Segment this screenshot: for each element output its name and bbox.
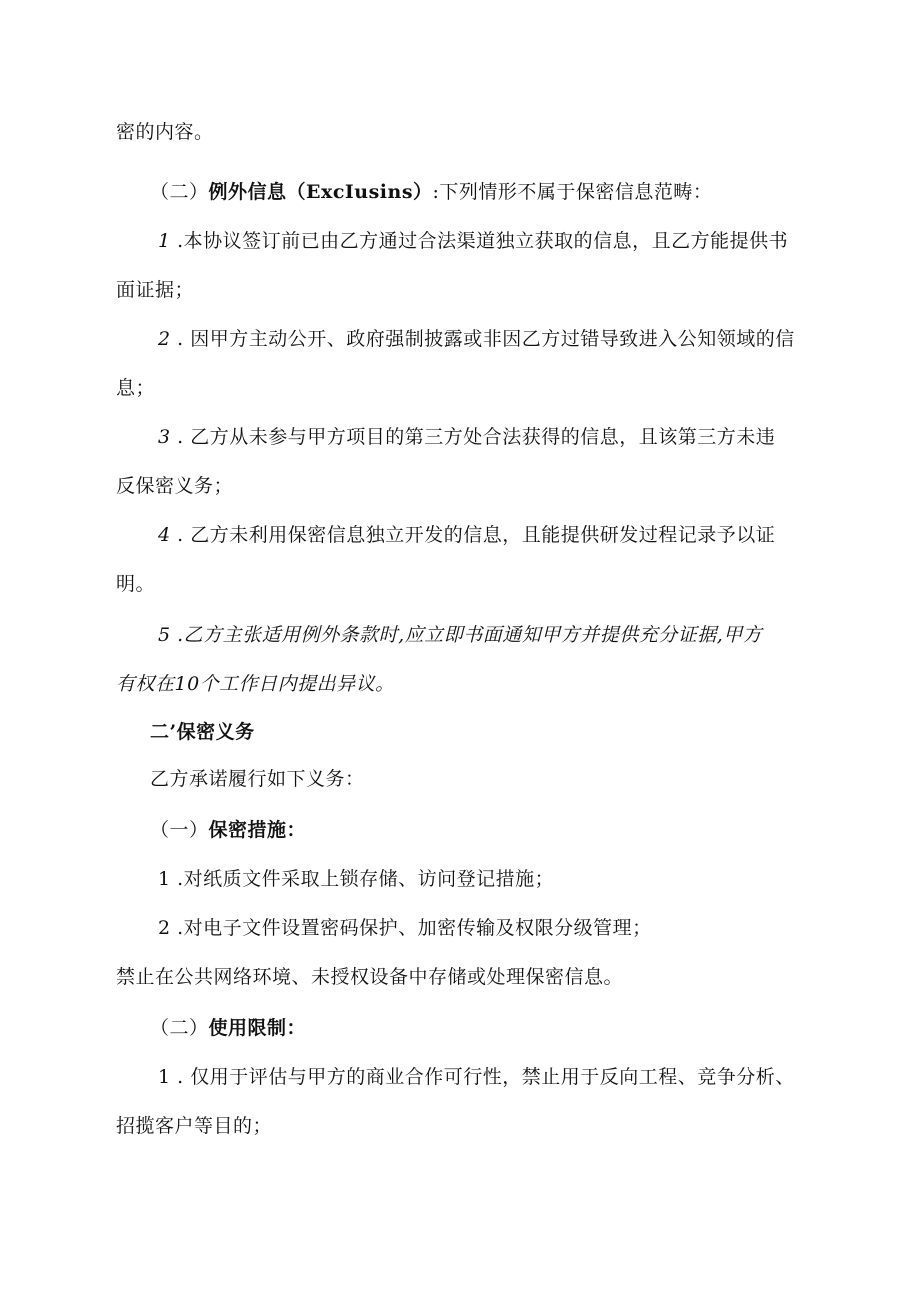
exclusion-item-3-cont xyxy=(116,474,233,498)
text-line: 明。 xyxy=(116,573,156,595)
usage-item-1 xyxy=(158,1065,795,1089)
text-line: 息； xyxy=(116,377,156,399)
item-number: 3 xyxy=(158,426,171,448)
section-title: 二’保密义务 xyxy=(150,721,255,743)
heading-title: 保密措施： xyxy=(208,819,307,841)
heading-title: 例外信息（ExcIusins） xyxy=(208,181,433,203)
heading-number: （二） xyxy=(150,1017,209,1039)
exclusion-item-3 xyxy=(158,425,775,449)
item-number: 1 xyxy=(158,230,171,252)
paragraph-continuation xyxy=(116,120,214,144)
item-text: 1 . 仅用于评估与甲方的商业合作可行性，禁止用于反向工程、竞争分析、 xyxy=(158,1066,795,1088)
measures-item-1 xyxy=(158,867,554,891)
text-line: 面证据； xyxy=(116,279,195,301)
heading-number: （二） xyxy=(150,181,209,203)
item-number: 4 xyxy=(158,524,171,546)
item-text: . 乙方从未参与甲方项目的第三方处合法获得的信息，且该第三方未违 xyxy=(170,426,776,448)
item-text: 1 .对纸质文件采取上锁存储、访问登记措施； xyxy=(158,868,555,890)
text-line: 招揽客户等目的； xyxy=(116,1115,273,1137)
exclusion-item-1-cont xyxy=(116,278,194,302)
item-text: 5 .乙方主张适用例外条款时,应立即书面通知甲方并提供充分证据,甲方 xyxy=(158,624,763,646)
usage-item-1-cont xyxy=(116,1114,272,1138)
text-line: 密的内容。 xyxy=(116,121,214,143)
exclusion-item-2-cont xyxy=(116,376,155,400)
item-text: . 因甲方主动公开、政府强制披露或非因乙方过错导致进入公知领域的信 xyxy=(170,328,795,350)
item-text: 2 .对电子文件设置密码保护、加密传输及权限分级管理； xyxy=(158,917,652,939)
heading-number: （一） xyxy=(150,819,209,841)
heading-text: :下列情形不属于保密信息范畴： xyxy=(432,181,713,203)
heading-title: 使用限制： xyxy=(208,1017,307,1039)
exclusion-item-5-cont xyxy=(116,672,395,696)
text-line: 禁止在公共网络环境、未授权设备中存储或处理保密信息。 xyxy=(116,966,624,988)
exclusion-item-4-cont xyxy=(116,572,155,596)
obligations-intro xyxy=(150,767,365,791)
exclusion-item-5 xyxy=(158,623,762,647)
text-line: 反保密义务； xyxy=(116,475,234,497)
section-heading-obligations xyxy=(150,720,255,744)
exclusion-item-1 xyxy=(158,229,788,253)
exclusion-item-4 xyxy=(158,523,775,547)
item-text: .本协议签订前已由乙方通过合法渠道独立获取的信息，且乙方能提供书 xyxy=(170,230,789,252)
text-line: 乙方承诺履行如下义务： xyxy=(150,768,365,790)
measures-item-2 xyxy=(158,916,652,940)
measures-prohibition xyxy=(116,965,623,989)
exclusions-heading xyxy=(150,180,712,204)
text-line: 有权在10个工作日内提出异议。 xyxy=(116,673,395,695)
exclusion-item-2 xyxy=(158,327,795,351)
measures-heading xyxy=(150,818,306,842)
item-number: 2 xyxy=(158,328,171,350)
usage-heading xyxy=(150,1016,306,1040)
item-text: . 乙方未利用保密信息独立开发的信息，且能提供研发过程记录予以证 xyxy=(170,524,776,546)
